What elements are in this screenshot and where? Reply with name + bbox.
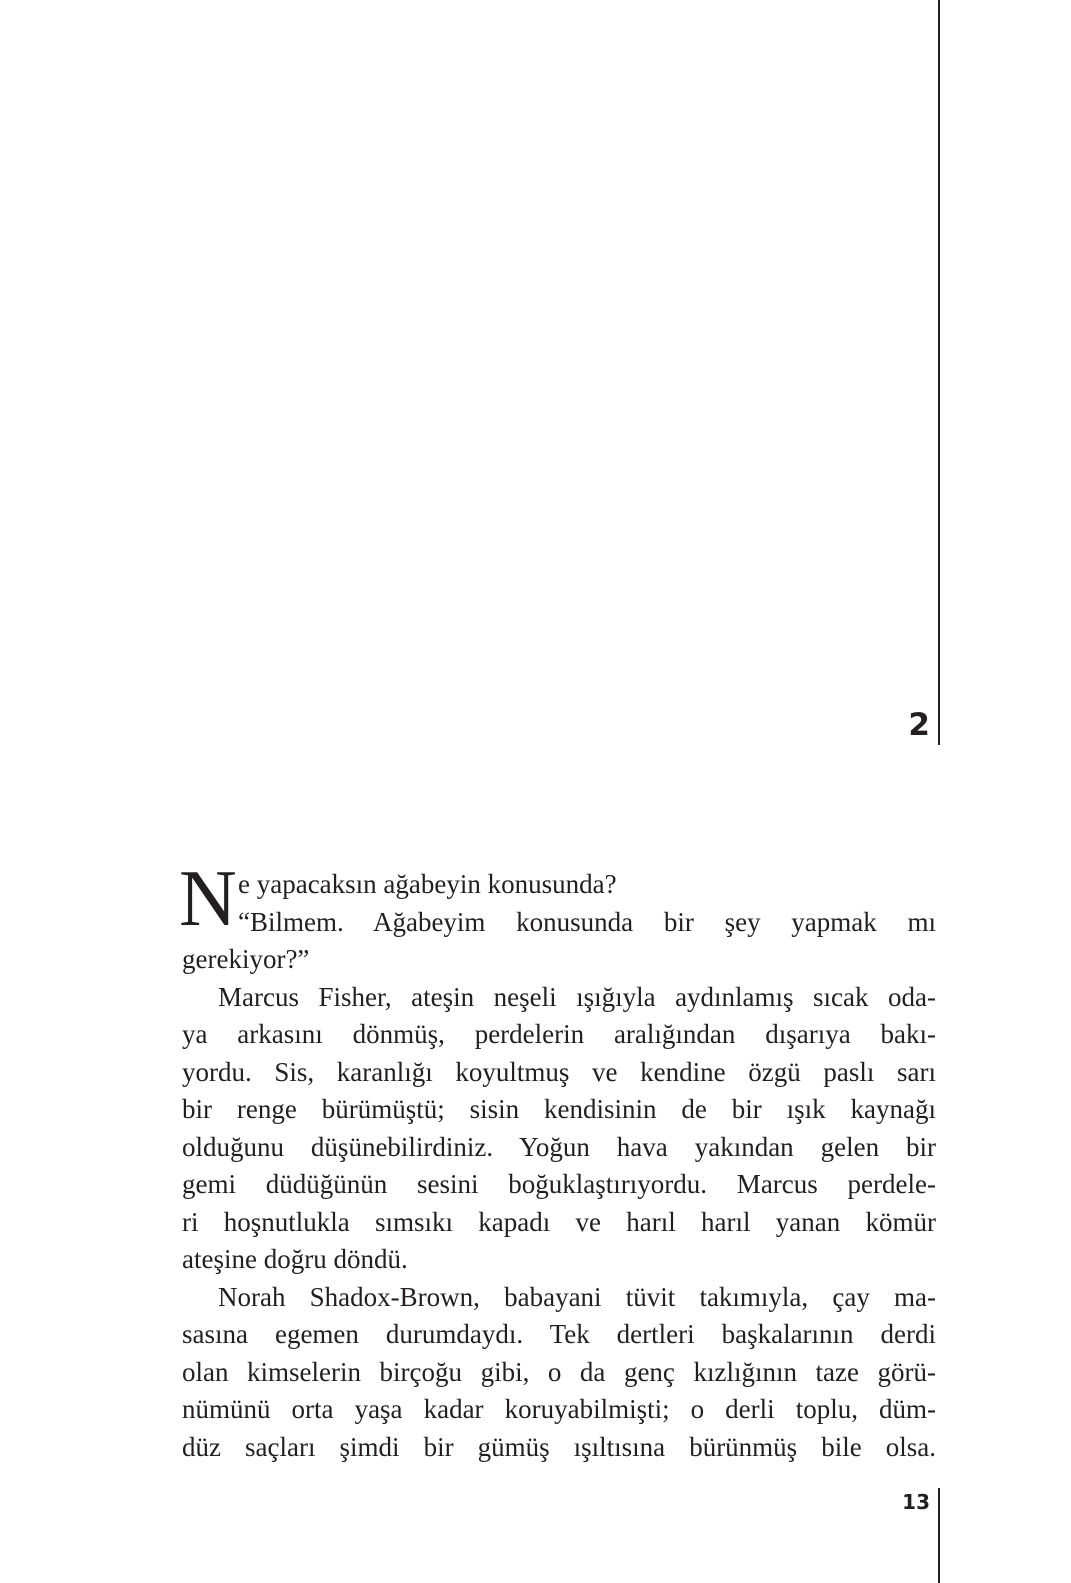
page-number: 13 [902, 1490, 930, 1514]
chapter-number: 2 [908, 707, 930, 743]
text-line: Norah Shadox-Brown, babayani tüvit takımıyla, çay ma- [218, 1281, 936, 1312]
text-line: ri hoşnutlukla sımsıkı kapadı ve harıl harıl yanan kömür [182, 1206, 936, 1237]
text-line: bir renge bürümüştü; sisin kendisinin de bir ışık kaynağı [182, 1094, 936, 1124]
drop-cap: N [179, 855, 237, 943]
body-text [179, 855, 936, 1466]
margin-rule-bottom [938, 1488, 940, 1583]
text-line: ateşine doğru döndü. [182, 1244, 408, 1274]
text-line: gemi düdüğünün sesini boğuklaştırıyordu. Marcus perdele- [182, 1169, 936, 1199]
text-line: düz saçları şimdi bir gümüş ışıltısına bürünmüş bile olsa. [182, 1431, 936, 1462]
text-line: olan kimselerin birçoğu gibi, o da genç kızlığının taze görü- [182, 1356, 936, 1387]
text-line: Marcus Fisher, ateşin neşeli ışığıyla aydınlamış sıcak oda- [218, 981, 936, 1012]
text-line: sasına egemen durumdaydı. Tek dertleri başkalarının derdi [182, 1319, 936, 1349]
text-line: ya arkasını dönmüş, perdelerin aralığından dışarıya bakı- [182, 1019, 936, 1049]
text-line: olduğunu düşünebilirdiniz. Yoğun hava yakından gelen bir [182, 1131, 936, 1162]
margin-rule-top [938, 0, 940, 745]
text-line: yordu. Sis, karanlığı koyultmuş ve kendine özgü paslı sarı [182, 1056, 936, 1087]
text-line: nümünü orta yaşa kadar koruyabilmişti; o derli toplu, düm- [182, 1394, 936, 1424]
text-line: gerekiyor?” [182, 944, 310, 974]
line-text: e yapacaksın ağabeyin konusunda? [238, 869, 617, 899]
text-line: “Bilmem. Ağabeyim konusunda bir şey yapmak mı [238, 906, 936, 937]
